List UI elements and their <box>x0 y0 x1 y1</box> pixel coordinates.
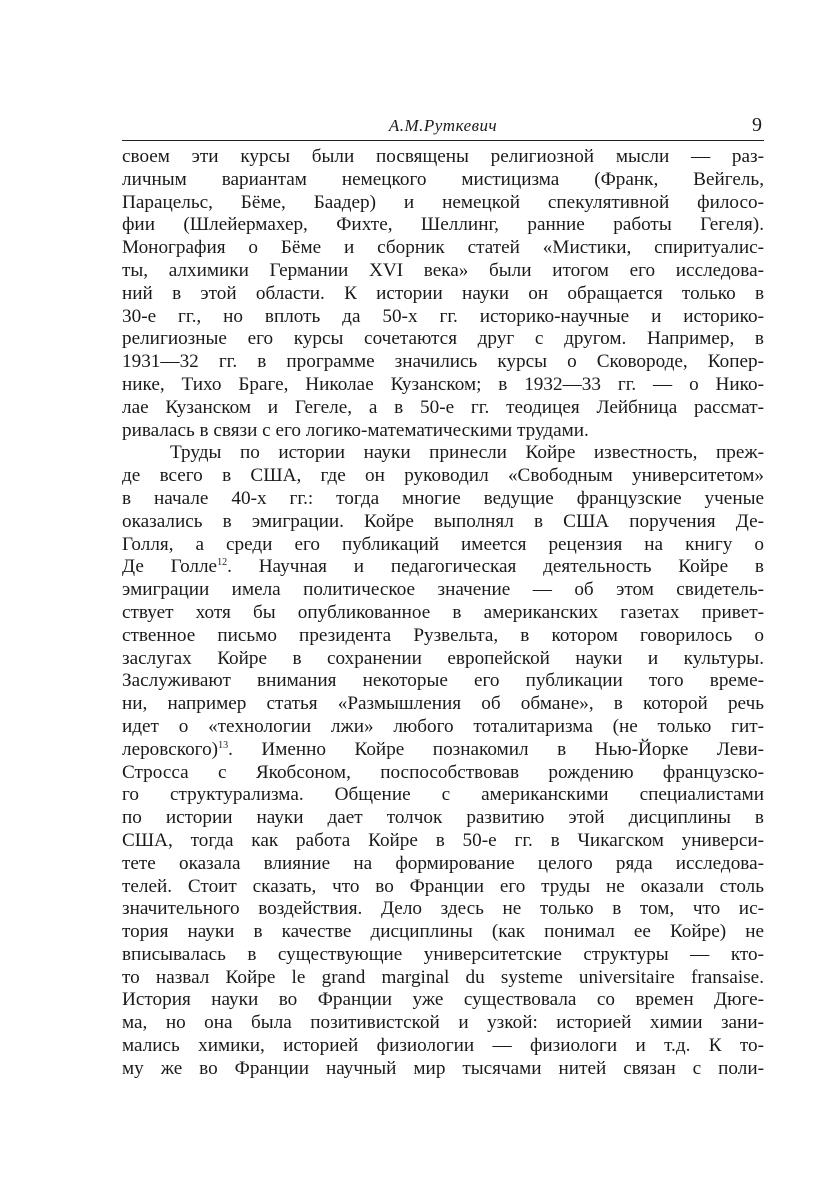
text-line: нике, Тихо Браге, Николае Кузанском; в 1932—33 гг. — о Нико- <box>122 373 764 395</box>
text-line: ственное письмо президента Рузвельта, в котором говорилось о <box>122 624 764 646</box>
text-line: фии (Шлейермахер, Фихте, Шеллинг, ранние работы Гегеля). <box>122 214 764 236</box>
text-line: ривалась в связи с его логико-математическими трудами. <box>122 419 589 441</box>
text-line: заслугах Койре в сохранении европейской науки и культуры. <box>122 647 764 669</box>
header-author: А.М.Руткевич <box>388 116 498 135</box>
text-line: 1931—32 гг. в программе значились курсы о Сковороде, Копер- <box>122 351 764 373</box>
text-line: ствует хотя бы опубликованное в американских газетах привет- <box>122 601 764 623</box>
text-line: Стросса с Якобсоном, поспособствовав рождению французско- <box>122 761 764 783</box>
running-header <box>122 116 764 141</box>
text-segment: леровского) <box>122 738 219 760</box>
text-line: лае Кузанском и Гегеле, а в 50-е гг. теодицея Лейбница рассмат- <box>122 396 764 418</box>
text-line: тория науки в качестве дисциплины (как понимал ее Койре) не <box>122 921 764 943</box>
text-line: идет о «технологии лжи» любого тоталитаризма (не только гит- <box>122 715 764 737</box>
text-line: по истории науки дает толчок развитию этой дисциплины в <box>122 807 764 829</box>
text-segment: Де Голле <box>122 556 218 578</box>
text-line: в начале 40-х гг.: тогда многие ведущие французские ученые <box>122 487 764 509</box>
text-line: вписывалась в существующие университетские структуры — кто- <box>122 943 764 965</box>
text-line: Заслуживают внимания некоторые его публикации того време- <box>122 670 764 692</box>
text-segment: . Именно Койре познакомил в Нью-Йорке Леви- <box>228 738 764 760</box>
text-line: Голля, а среди его публикаций имеется рецензия на книгу о <box>122 533 764 555</box>
text-line: ний в этой области. К истории науки он обращается только в <box>122 282 764 304</box>
text-line-with-footnote <box>122 739 764 762</box>
text-line: религиозные его курсы сочетаются друг с другом. Например, в <box>122 328 764 350</box>
paragraph-1 <box>122 146 764 442</box>
text-line: значительного воздействия. Дело здесь не только в том, что ис- <box>122 898 764 920</box>
text-line: История науки во Франции уже существовала со времен Дюге- <box>122 989 764 1011</box>
text-line: 30-е гг., но вплоть да 50-х гг. историко-научные и историко- <box>122 305 764 327</box>
text-line-with-footnote <box>122 556 764 579</box>
text-line: личным вариантам немецкого мистицизма (Франк, Вейгель, <box>122 168 764 190</box>
text-line: де всего в США, где он руководил «Свободным университетом» <box>122 465 764 487</box>
text-line: ни, например статья «Размышления об обмане», в которой речь <box>122 693 764 715</box>
text-line: Монография о Бёме и сборник статей «Мистики, спиритуалис- <box>122 237 764 259</box>
text-line: эмиграции имела политическое значение — об этом свидетель- <box>122 579 764 601</box>
text-line: Парацельс, Бёме, Баадер) и немецкой спекулятивной филосо- <box>122 191 764 213</box>
text-line: ты, алхимики Германии XVI века» были итогом его исследова- <box>122 259 764 281</box>
text-line: го структурализма. Общение с американскими специалистами <box>122 784 764 806</box>
footnote-ref: 12 <box>217 557 228 569</box>
text-line: США, тогда как работа Койре в 50-е гг. в Чикагском универси- <box>122 829 764 851</box>
paragraph-2 <box>122 442 764 1080</box>
footnote-ref: 13 <box>218 739 229 751</box>
page-number: 9 <box>752 114 762 136</box>
text-line: своем эти курсы были посвящены религиозной мысли — раз- <box>122 146 764 167</box>
text-segment: . Научная и педагогическая деятельность Койре в <box>227 556 764 578</box>
text-line: то назвал Койре le grand marginal du systeme universitaire fransaise. <box>122 966 764 988</box>
text-line: ма, но она была позитивистской и узкой: историей химии зани- <box>122 1012 764 1034</box>
text-line: мались химики, историей физиологии — физиологи и т.д. К то- <box>122 1035 764 1057</box>
text-line: му же во Франции научный мир тысячами нитей связан с поли- <box>122 1057 764 1079</box>
text-line: оказались в эмиграции. Койре выполнял в США поручения Де- <box>122 510 764 532</box>
body-text <box>122 146 764 1081</box>
text-line: телей. Стоит сказать, что во Франции его труды не оказали столь <box>122 875 764 897</box>
text-line: тете оказала влияние на формирование целого ряда исследова- <box>122 852 764 874</box>
text-line: Труды по истории науки принесли Койре известность, преж- <box>170 442 764 464</box>
